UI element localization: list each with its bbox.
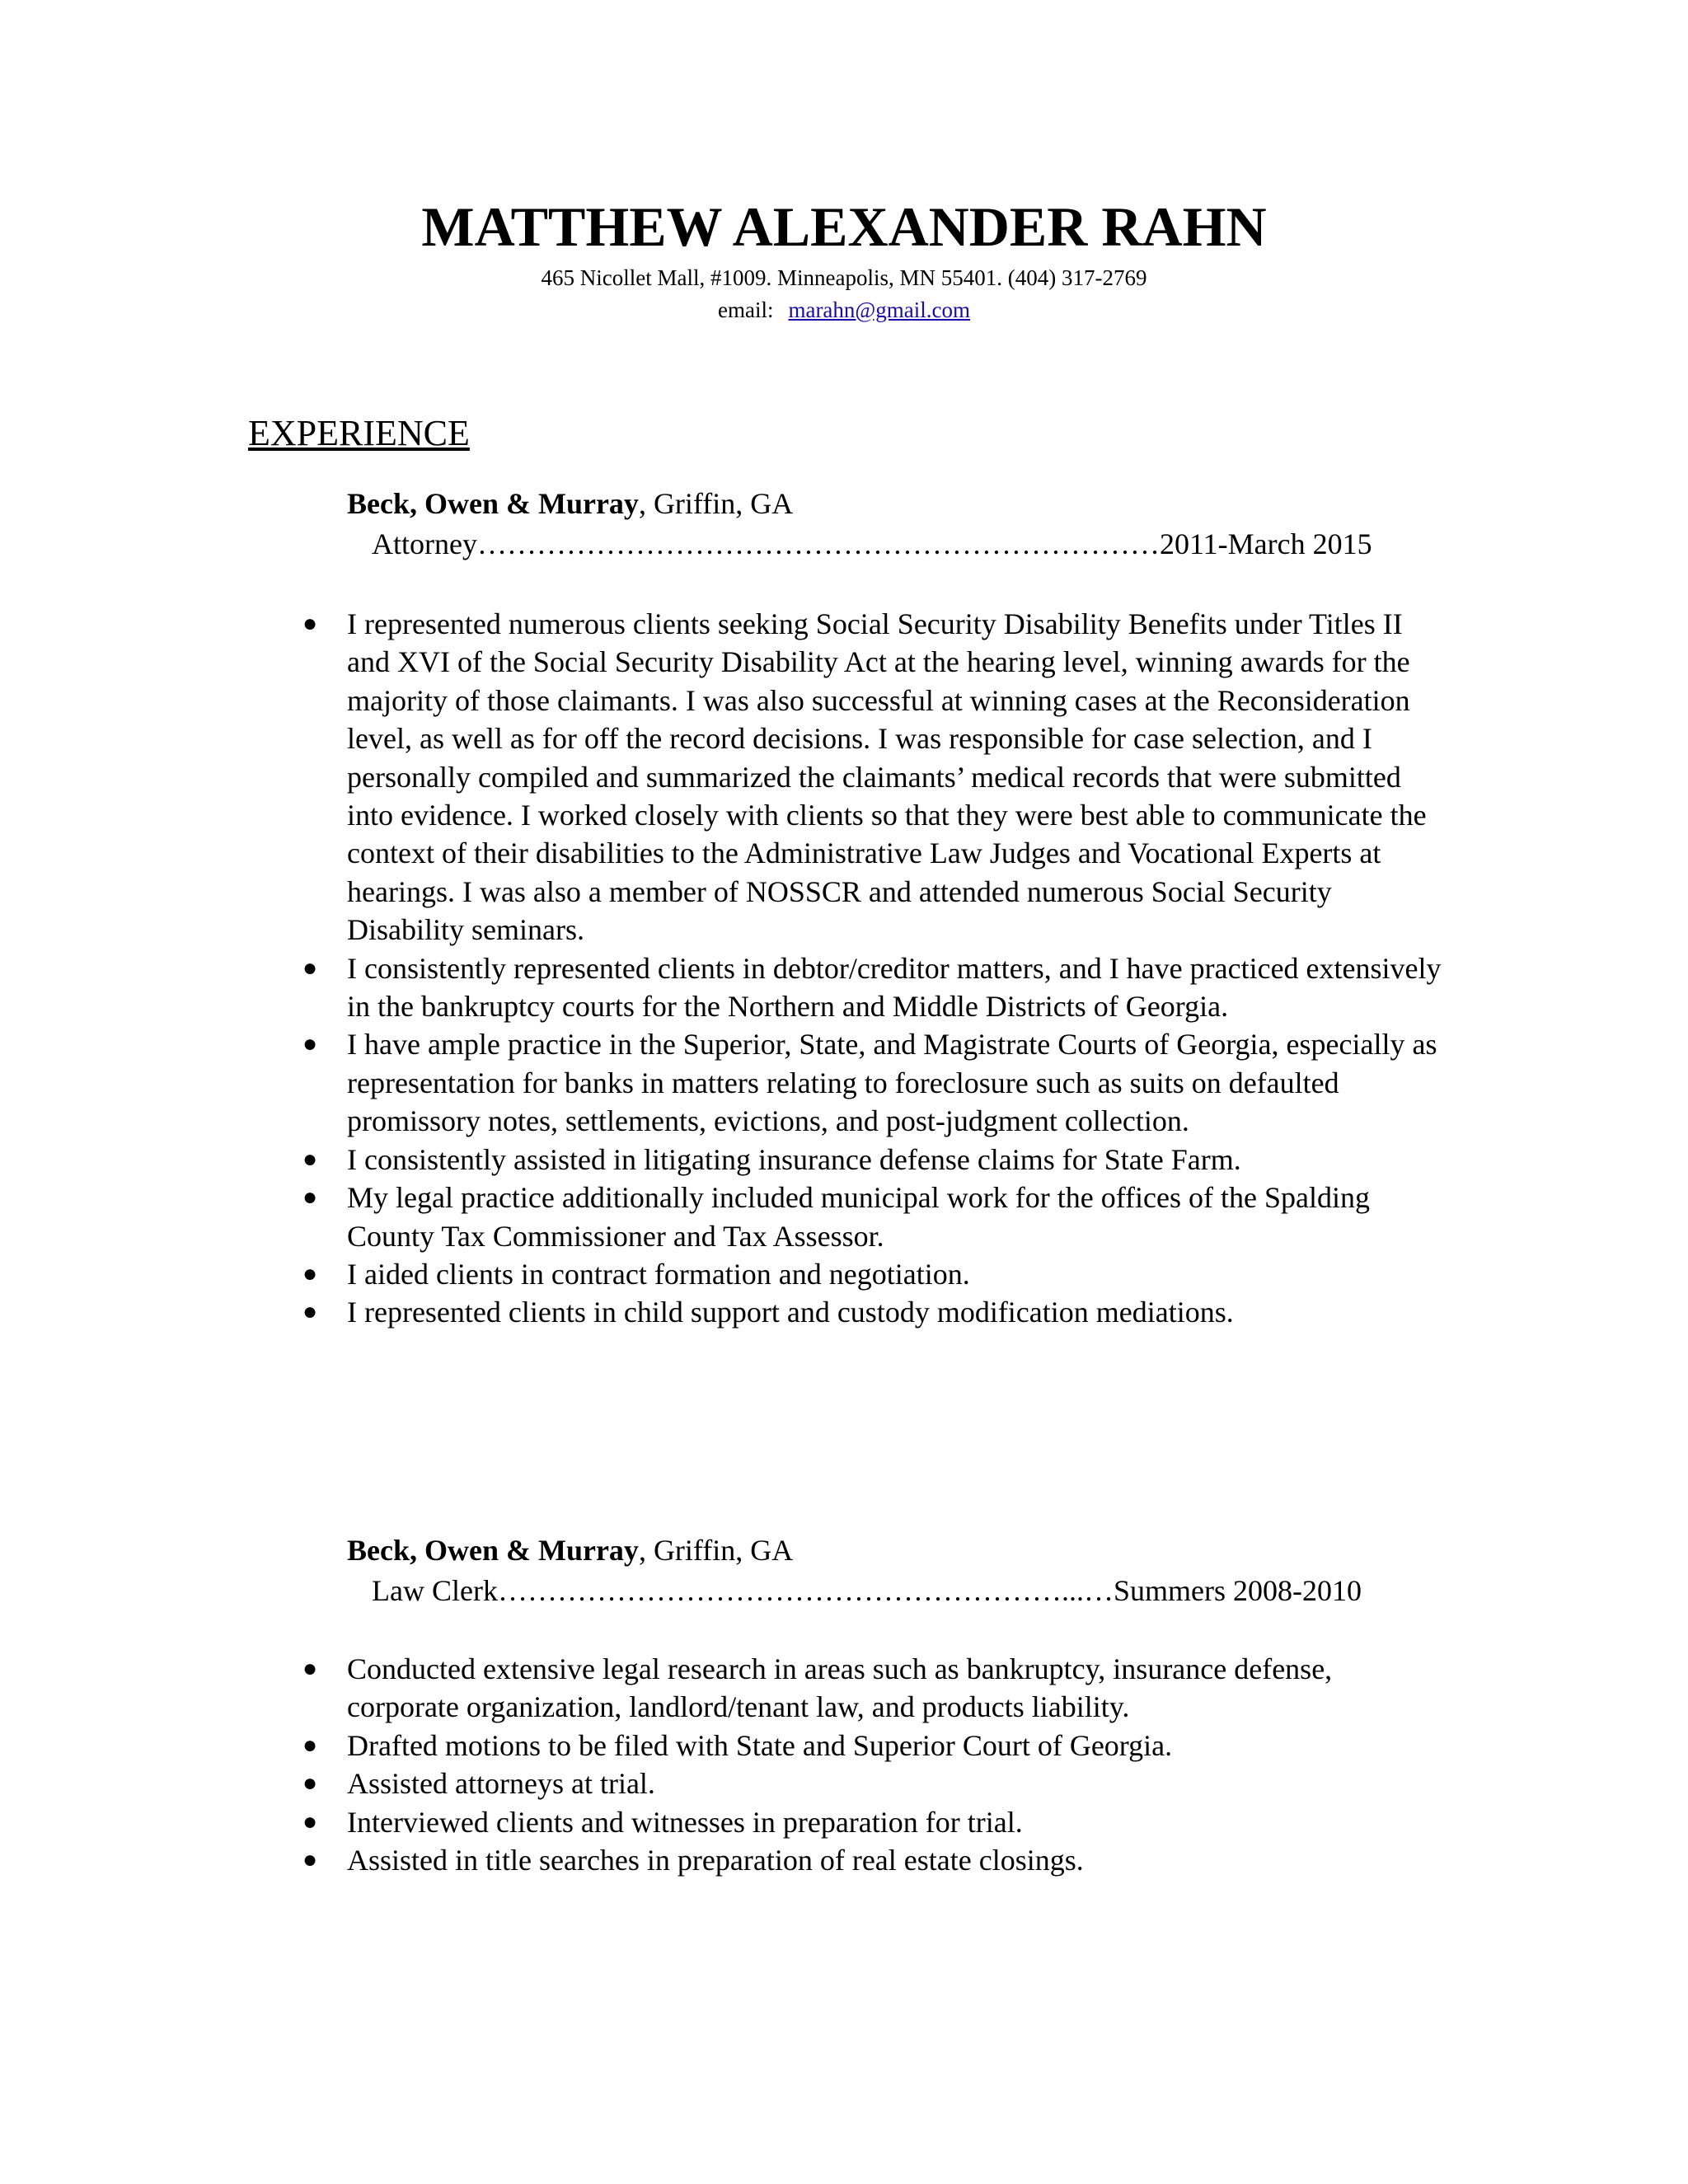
bullet-icon: ● — [302, 1030, 318, 1058]
bullet-icon: ● — [302, 1846, 318, 1874]
job-position-line: Attorney……………………………………………………………2011-March 2015 — [372, 527, 1372, 560]
list-item — [302, 1841, 1451, 1879]
bullet-text: I aided clients in contract formation and negotiation. — [347, 1257, 970, 1291]
bullet-text: Interviewed clients and witnesses in preparation for trial. — [347, 1805, 1023, 1839]
job-bullet-list — [302, 605, 1451, 1332]
bullet-icon: ● — [302, 1145, 318, 1173]
bullet-text: I represented numerous clients seeking Social Security Disability Benefits under Titles II and XVI of the Social Security Disability Act at the hearing level, winning awards for the majority of those claimants. I was also successful at winning cases at the Reconsideration level, as well as for off the record decisions. I was responsible for case selection, and I personally compiled and summarized the claimants’ medical records that were submitted into evidence. I worked closely with clients so that they were best able to communicate the context of their disabilities to the Administrative Law Judges and Vocational Experts at hearings. I was also a member of NOSSCR and attended numerous Social Security Disability seminars. — [347, 607, 1427, 947]
list-item — [302, 1255, 1451, 1293]
bullet-icon: ● — [302, 1298, 318, 1326]
bullet-text: Assisted attorneys at trial. — [347, 1767, 655, 1801]
list-item — [302, 1179, 1451, 1255]
email-line — [0, 294, 1688, 326]
bullet-text: I consistently assisted in litigating insurance defense claims for State Farm. — [347, 1142, 1241, 1176]
bullet-text: Conducted extensive legal research in areas such as bankruptcy, insurance defense, corporate organization, landlord/tenant law, and products liability. — [347, 1652, 1333, 1724]
bullet-text: My legal practice additionally included municipal work for the offices of the Spalding County Tax Commissioner and Tax Assessor. — [347, 1181, 1370, 1253]
list-item — [302, 949, 1451, 1026]
employer-name: Beck, Owen & Murray — [347, 487, 639, 520]
job-bullet-list — [302, 1650, 1451, 1879]
bullet-icon: ● — [302, 1769, 318, 1797]
bullet-icon: ● — [302, 1731, 318, 1759]
list-item — [302, 1765, 1451, 1802]
bullet-text: I have ample practice in the Superior, State, and Magistrate Courts of Georgia, especially as representation for banks in matters relating to foreclosure such as suits on defaulted promissory notes, settlements, evictions, and post-judgment collection. — [347, 1028, 1437, 1138]
list-item — [302, 1727, 1451, 1765]
employer-name: Beck, Owen & Murray — [347, 1534, 639, 1567]
email-label: email: — [717, 298, 774, 322]
employer-location: , Griffin, GA — [638, 487, 794, 520]
bullet-text: I consistently represented clients in debtor/creditor matters, and I have practiced extensively in the bankruptcy courts for the Northern and Middle Districts of Georgia. — [347, 951, 1442, 1024]
list-item — [302, 605, 1451, 949]
list-item — [302, 1293, 1451, 1331]
list-item — [302, 1650, 1451, 1727]
bullet-icon: ● — [302, 610, 318, 637]
list-item — [302, 1803, 1451, 1841]
job-employer — [347, 1530, 793, 1570]
bullet-icon: ● — [302, 1183, 318, 1212]
bullet-text: Assisted in title searches in preparation of real estate closings. — [347, 1844, 1084, 1877]
contact-line: 465 Nicollet Mall, #1009. Minneapolis, MN 55401. (404) 317-2769 — [541, 265, 1147, 290]
job-position-line: Law Clerk…………………………………………………...…Summers 2008-2010 — [372, 1574, 1362, 1607]
list-item — [302, 1141, 1451, 1179]
candidate-name: MATTHEW ALEXANDER RAHN — [421, 195, 1267, 258]
bullet-text: Drafted motions to be filed with State and Superior Court of Georgia. — [347, 1728, 1173, 1762]
job-employer — [347, 484, 793, 523]
list-item — [302, 1025, 1451, 1140]
bullet-icon: ● — [302, 1259, 318, 1287]
section-title-experience: EXPERIENCE — [248, 413, 470, 453]
bullet-icon: ● — [302, 954, 318, 982]
bullet-text: I represented clients in child support and custody modification mediations. — [347, 1296, 1234, 1329]
bullet-icon: ● — [302, 1807, 318, 1835]
employer-location: , Griffin, GA — [638, 1534, 794, 1567]
bullet-icon: ● — [302, 1655, 318, 1682]
email-link[interactable]: marahn@gmail.com — [788, 298, 971, 322]
